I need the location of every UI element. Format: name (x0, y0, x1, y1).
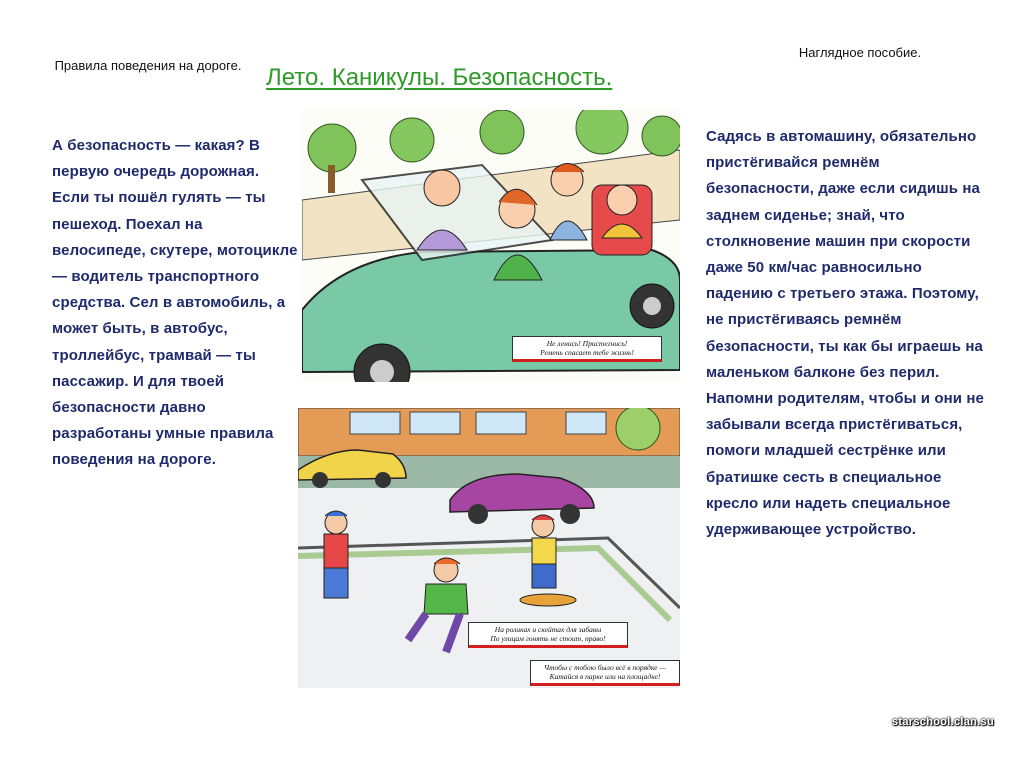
page-title: Лето. Каникулы. Безопасность. (266, 64, 613, 91)
skating-caption-2-line-2: Катайся в парке или на площадке! (549, 672, 661, 681)
right-paragraph: Садясь в автомашину, обязательно пристёгивайся ремнём безопасности, даже если сидишь на заднем сиденье; знай, что столкновение машин при скорости даже 50 км/час равносильно падению с третьего этажа. Поэтому, не пристёгиваясь ремнём безопасности, ты как бы играешь на маленьком балконе без перил. Напомни родителям, чтобы и они не забывали всегда пристёгиваться, помоги младшей сестрёнке или братишке сесть в специальное кресло или надеть специальное удерживающее устройство. (706, 128, 984, 539)
skating-illustration (298, 408, 680, 688)
skating-caption-2-line-1: Чтобы с тобою было всё в порядке — (543, 663, 667, 672)
child-in-seat-figure (592, 185, 652, 255)
skating-caption-2 (530, 660, 680, 686)
left-paragraph: А безопасность — какая? В первую очередь дорожная. Если ты пошёл гулять — ты пешеход. Поехал на велосипеде, скутере, мотоцикле — водитель транспортного средства. Сел в автомобиль, а может быть, в автобус, троллейбус, трамвай — ты пассажир. И для твоей безопасности давно разработаны умные правила поведения на дороге. (52, 137, 298, 469)
car-illustration (302, 110, 680, 382)
car-caption-line-2: Ремень спасает тебе жизнь! (540, 348, 634, 357)
skating-caption-1-line-2: По улицам гонять не стоит, право! (490, 634, 606, 643)
car-safety-caption (512, 336, 662, 362)
car-caption-line-1: Не ленись! Пристегнись! (546, 339, 628, 348)
tree-icon (616, 408, 660, 450)
right-text-column (706, 124, 984, 543)
skating-caption-1 (468, 622, 628, 648)
skating-caption-1-line-1: На роликах и скейтах для забавы (494, 625, 602, 634)
skater-red-figure (324, 511, 348, 598)
header-right-caption: Наглядное пособие. (798, 45, 922, 60)
left-text-column (52, 133, 300, 474)
header-left-caption: Правила поведения на дороге. (54, 58, 242, 73)
site-watermark: starschool.clan.su (892, 716, 994, 728)
